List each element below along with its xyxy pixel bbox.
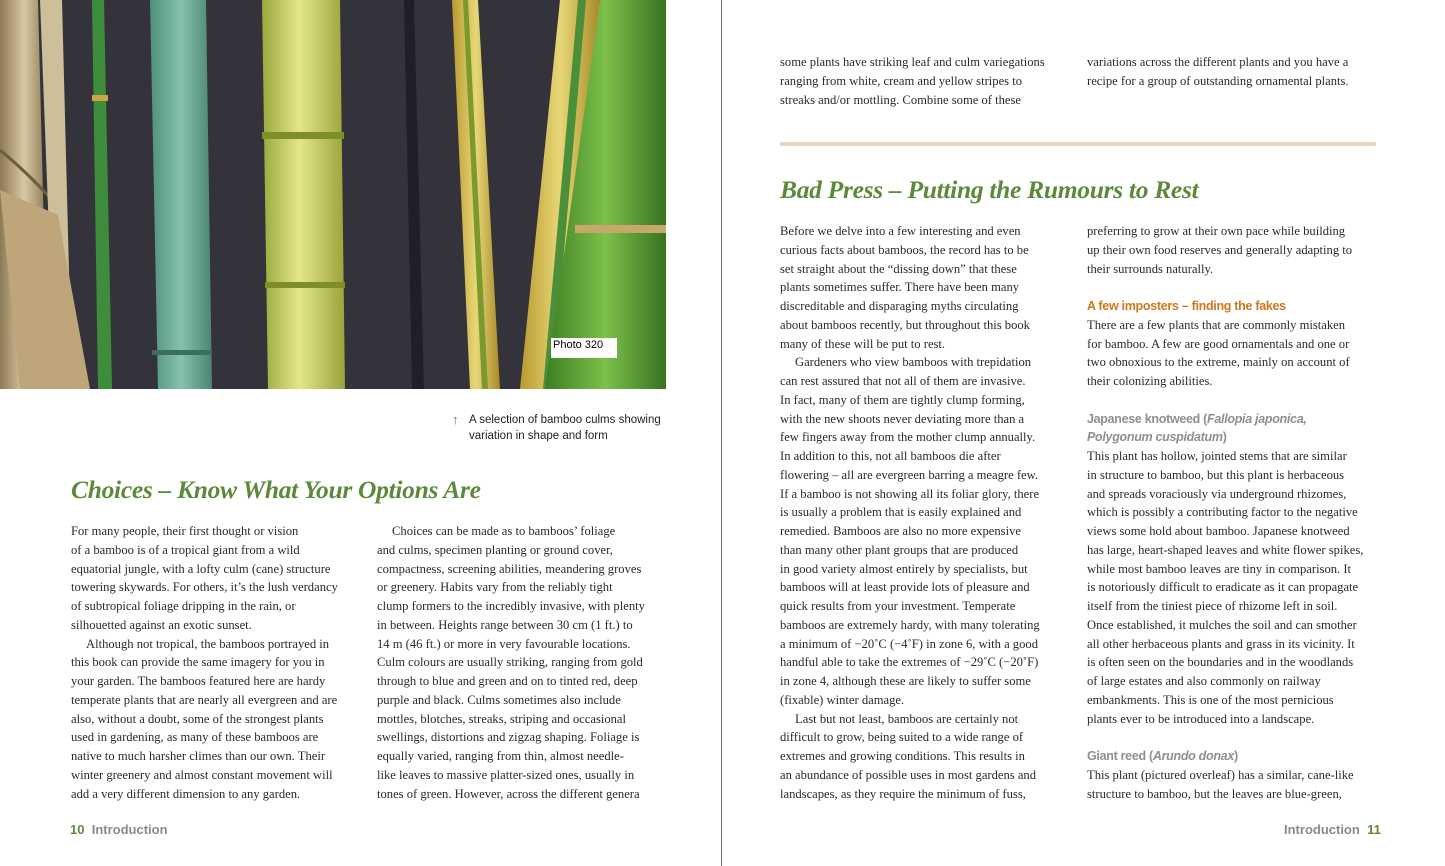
- right-top-column-1: [780, 53, 1080, 109]
- text-line: of a bamboo is of a tropical giant from a wild: [71, 542, 300, 557]
- text-line: 14 m (46 ft.) or more in very favourable locations.: [377, 636, 631, 651]
- text-line: embankments. This is one of the most pernicious: [1087, 692, 1334, 707]
- text-line: also, without a doubt, some of the strongest plants: [71, 711, 324, 726]
- text-line: views some hold about bamboo. Japanese knotweed: [1087, 524, 1350, 538]
- text-line: like leaves to massive platter-sized ones, usually in: [377, 767, 635, 782]
- subheading-text: ): [1233, 749, 1238, 763]
- text-line: temperate plants that are nearly all evergreen and are: [71, 692, 338, 707]
- subheading-giant-reed: [1087, 747, 1387, 766]
- page-number: 11: [1367, 822, 1381, 837]
- text-line: structure to bamboo, but the leaves are blue-green,: [1087, 786, 1342, 801]
- folio-left: [70, 822, 168, 837]
- spacer: [1087, 278, 1387, 297]
- right-column-2: [1087, 222, 1387, 803]
- text-line: or greenery. Habits vary from the reliably tight: [377, 580, 613, 595]
- text-line: with the new shoots never deviating more than a: [780, 411, 1025, 426]
- bamboo-culms-photo: [0, 0, 666, 389]
- text-line: and culms, specimen planting or ground cover,: [377, 542, 613, 557]
- text-line: an abundance of possible uses in most gardens and: [780, 767, 1037, 782]
- text-line: their colonizing abilities.: [1087, 374, 1213, 388]
- text-line: In fact, many of them are tightly clump forming,: [780, 392, 1025, 407]
- text-line: Once established, it mulches the soil and can smother: [1087, 617, 1357, 632]
- text-line: In addition to this, not all bamboos die after: [780, 449, 1001, 463]
- text-line: is notoriously difficult to eradicate as it can propagate: [1087, 580, 1359, 595]
- caption-line: variation in shape and form: [469, 430, 608, 442]
- text-line: their surrounds naturally.: [1087, 261, 1214, 276]
- section-heading-choices: Choices – Know What Your Options Are: [71, 475, 481, 504]
- text-line: towering skywards. For others, it’s the lush verdancy: [71, 580, 338, 595]
- text-line: clump formers to the incredibly invasive, with plenty: [377, 599, 645, 613]
- text-line: this book can provide the same imagery for you in: [71, 655, 325, 670]
- section-rule: [780, 142, 1376, 146]
- text-line: handful able to take the extremes of −29˚C (−20˚F): [780, 655, 1039, 670]
- species-name: Polygonum cuspidatum: [1087, 430, 1223, 445]
- text-line: native to much harsher climes than our own. Their: [71, 749, 326, 763]
- text-line: up their own food reserves and generally adapting to: [1087, 242, 1353, 257]
- text-line: set straight about the “dissing down” that these: [780, 261, 1017, 276]
- text-line: is usually a problem that is easily explained and: [780, 505, 1022, 520]
- section-heading-bad-press: Bad Press – Putting the Rumours to Rest: [780, 175, 1199, 204]
- text-line: is often seen on the boundaries and in the woodlands: [1087, 655, 1354, 670]
- text-line: curious facts about bamboos, the record has to be: [780, 242, 1029, 257]
- text-line: For many people, their first thought or vision: [71, 524, 299, 538]
- text-line: streaks and/or mottling. Combine some of these: [780, 92, 1021, 107]
- right-column-1: [780, 222, 1075, 803]
- left-column-1: [71, 522, 361, 803]
- text-line: Gardeners who view bamboos with trepidation: [795, 355, 1032, 370]
- text-line: equally varied, ranging from thin, almost needle-: [377, 749, 624, 763]
- text-line: remedied. Bamboos are also no more expensive: [780, 524, 1021, 538]
- text-line: flowering – all are evergreen barring a meagre few.: [780, 467, 1039, 482]
- text-line: There are a few plants that are commonly mistaken: [1087, 317, 1346, 332]
- text-line: in structure to bamboo, but this plant is herbaceous: [1087, 467, 1345, 482]
- text-line: preferring to grow at their own pace while building: [1087, 224, 1346, 238]
- text-line: of subtropical foliage dripping in the rain, or: [71, 599, 296, 613]
- text-line: bamboos will at least provide lots of pleasure and: [780, 580, 1030, 595]
- subheading-text: ): [1222, 430, 1227, 445]
- species-name: Fallopia japonica,: [1207, 411, 1307, 426]
- text-line: If a bamboo is not showing all its foliar glory, there: [780, 486, 1040, 501]
- text-line: Last but not least, bamboos are certainly not: [795, 711, 1019, 726]
- text-line: a minimum of −20˚C (−4˚F) in zone 6, with a good: [780, 636, 1038, 651]
- bamboo-culms-illustration: [0, 0, 666, 389]
- page-number: 10: [70, 822, 85, 837]
- text-line: compactness, screening abilities, meandering groves: [377, 561, 642, 576]
- text-line: landscapes, as they require the minimum of fuss,: [780, 786, 1026, 801]
- subheading-japanese-knotweed-cont: [1087, 428, 1387, 447]
- text-line: in between. Heights range between 30 cm (1 ft.) to: [377, 617, 633, 632]
- text-line: has large, heart-shaped leaves and white flower spikes,: [1087, 542, 1364, 557]
- text-line: tones of green. However, across the different genera: [377, 786, 640, 801]
- text-line: Choices can be made as to bamboos’ foliage: [392, 524, 616, 538]
- text-line: Although not tropical, the bamboos portrayed in: [86, 636, 330, 651]
- text-line: winter greenery and almost constant movement will: [71, 767, 333, 782]
- subheading-japanese-knotweed: [1087, 410, 1387, 429]
- text-line: through to blue and green and on to tinted red, deep: [377, 674, 638, 688]
- text-line: Culm colours are usually striking, ranging from gold: [377, 655, 643, 670]
- text-line: discreditable and disparaging myths circulating: [780, 299, 1019, 313]
- text-line: Before we delve into a few interesting and even: [780, 224, 1021, 238]
- text-line: than many other plant groups that are produced: [780, 542, 1019, 557]
- photo-number-label: Photo 320: [551, 338, 617, 358]
- running-head: Introduction: [1284, 822, 1360, 837]
- text-line: This plant (pictured overleaf) has a similar, cane-like: [1087, 767, 1354, 782]
- text-line: some plants have striking leaf and culm variegations: [780, 55, 1045, 69]
- text-line: two obnoxious to the extreme, mainly on account of: [1087, 355, 1350, 370]
- text-line: difficult to grow, being suited to a wide range of: [780, 730, 1024, 745]
- text-line: of large estates and also commonly on railway: [1087, 674, 1321, 688]
- text-line: used in gardening, as many of these bamboos are: [71, 730, 319, 745]
- text-line: in good variety almost entirely by specialists, but: [780, 561, 1028, 576]
- text-line: (fixable) winter damage.: [780, 692, 905, 707]
- subheading-text: Giant reed (: [1087, 749, 1153, 763]
- text-line: all other herbaceous plants and grass in its vicinity. It: [1087, 636, 1355, 651]
- subheading-imposters: A few imposters – finding the fakes: [1087, 299, 1286, 313]
- text-line: variations across the different plants and you have a: [1087, 55, 1349, 69]
- text-line: plants sometimes suffer. There have been many: [780, 280, 1020, 295]
- text-line: and spreads voraciously via underground rhizomes,: [1087, 486, 1347, 501]
- text-line: swellings, distortions and zigzag shaping. Foliage is: [377, 730, 640, 745]
- text-line: purple and black. Culms sometimes also include: [377, 692, 621, 707]
- text-line: for bamboo. A few are good ornamentals and one or: [1087, 336, 1350, 351]
- text-line: in zone 4, although these are likely to suffer some: [780, 674, 1031, 688]
- text-line: can rest assured that not all of them are invasive.: [780, 374, 1026, 388]
- arrow-up-icon: ↑: [452, 412, 459, 427]
- page-gutter-divider: [721, 0, 722, 866]
- text-line: itself from the tiniest piece of rhizome left in soil.: [1087, 599, 1338, 613]
- text-line: quick results from your investment. Temperate: [780, 599, 1016, 613]
- left-column-2: [377, 522, 677, 803]
- text-line: bamboos are extremely hardy, with many tolerating: [780, 617, 1040, 632]
- text-line: add a very different dimension to any garden.: [71, 786, 301, 801]
- text-line: many of these will be put to rest.: [780, 336, 946, 351]
- right-top-column-2: [1087, 53, 1387, 91]
- text-line: while most bamboo leaves are tiny in comparison. It: [1087, 561, 1352, 576]
- species-name: Arundo donax: [1152, 749, 1234, 763]
- text-line: recipe for a group of outstanding ornamental plants.: [1087, 73, 1349, 88]
- spacer: [1087, 728, 1387, 747]
- text-line: plants ever to be introduced into a landscape.: [1087, 711, 1315, 726]
- text-line: equatorial jungle, with a lofty culm (cane) structure: [71, 561, 331, 576]
- text-line: mottles, blotches, streaks, striping and occasional: [377, 711, 627, 726]
- text-line: silhouetted against an exotic sunset.: [71, 617, 252, 632]
- text-line: few fingers away from the mother clump annually.: [780, 430, 1036, 445]
- text-line: about bamboos recently, but throughout this book: [780, 317, 1030, 332]
- text-line: your garden. The bamboos featured here are hardy: [71, 674, 326, 688]
- spacer: [1087, 391, 1387, 410]
- text-line: which is possibly a contributing factor to the negative: [1087, 505, 1358, 520]
- subheading-text: Japanese knotweed (: [1087, 411, 1208, 426]
- folio-right: [1284, 822, 1381, 837]
- text-line: extremes and growing conditions. This results in: [780, 749, 1025, 763]
- running-head: Introduction: [91, 822, 168, 837]
- text-line: This plant has hollow, jointed stems that are similar: [1087, 449, 1347, 463]
- caption-line: A selection of bamboo culms showing: [469, 414, 661, 426]
- text-line: ranging from white, cream and yellow stripes to: [780, 73, 1023, 88]
